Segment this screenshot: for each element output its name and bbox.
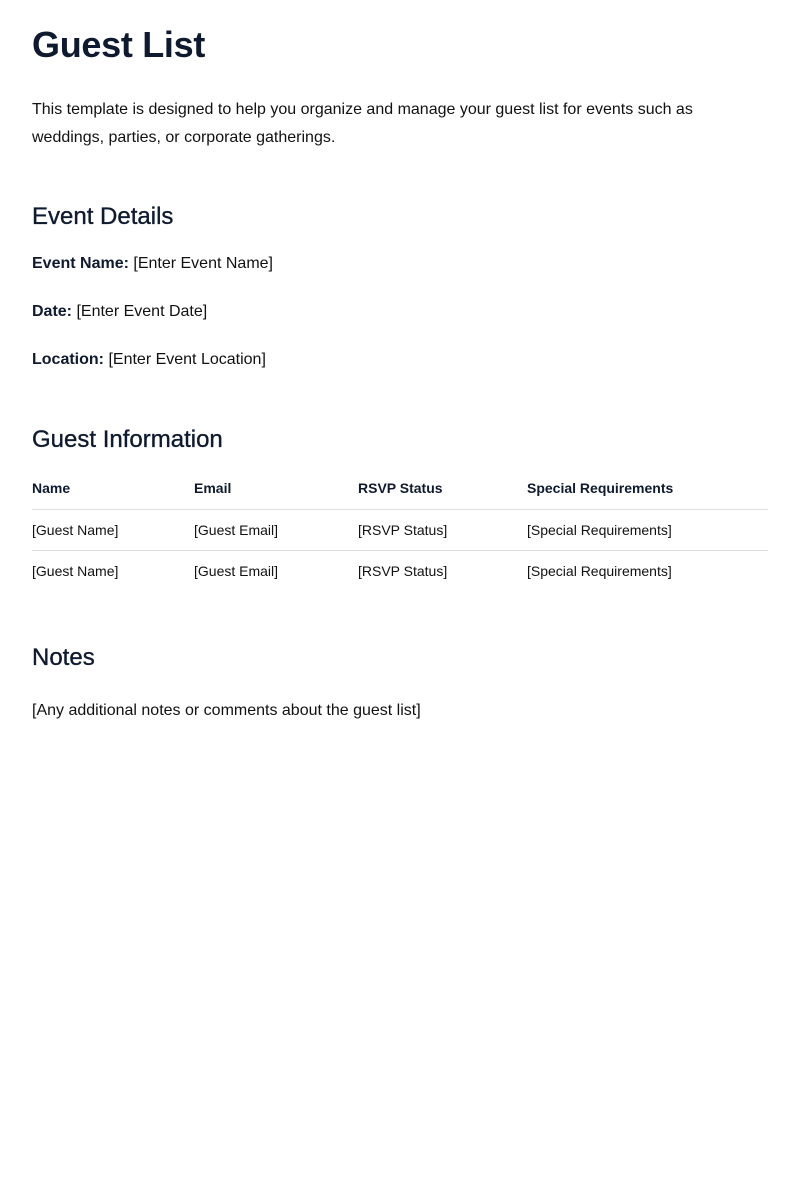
table-row [32,510,768,551]
intro-paragraph: This template is designed to help you organize and manage your guest list for events such as weddings, parties, or corporate gatherings. [32,101,693,146]
guest-name-cell: [Guest Name] [32,510,194,551]
event-date-field [32,276,768,324]
notes-section [32,591,768,723]
special-requirements-cell: [Special Requirements] [527,563,672,579]
rsvp-status-cell: [RSVP Status] [358,563,448,579]
notes-text: [Any additional notes or comments about the guest list] [32,702,421,719]
notes-heading: Notes [32,644,95,671]
event-location-field [32,324,768,372]
event-date-label: Date: [32,303,73,320]
event-location-label: Location: [32,351,104,368]
table-row [32,551,768,592]
column-header-rsvp-status: RSVP Status [358,478,527,510]
column-header-special-requirements: Special Requirements [527,478,768,510]
event-details-heading: Event Details [32,203,174,230]
event-name-label: Event Name: [32,255,129,272]
event-date-value: [Enter Event Date] [76,303,208,320]
special-requirements-cell: [Special Requirements] [527,510,768,551]
event-location-value: [Enter Event Location] [108,351,266,368]
guest-table [32,478,768,591]
rsvp-status-cell: [RSVP Status] [358,510,527,551]
guest-information-heading: Guest Information [32,426,223,453]
guest-email-cell: [Guest Email] [194,563,279,579]
page-title: Guest List [32,24,206,65]
event-name-field [32,232,768,276]
table-header-row [32,478,768,510]
guest-information-section [32,372,768,591]
guest-name-cell: [Guest Name] [32,563,119,579]
guest-email-cell: [Guest Email] [194,510,358,551]
event-details-section [32,152,768,372]
event-name-value: [Enter Event Name] [133,255,273,272]
column-header-name: Name [32,478,194,510]
column-header-email: Email [194,478,358,510]
